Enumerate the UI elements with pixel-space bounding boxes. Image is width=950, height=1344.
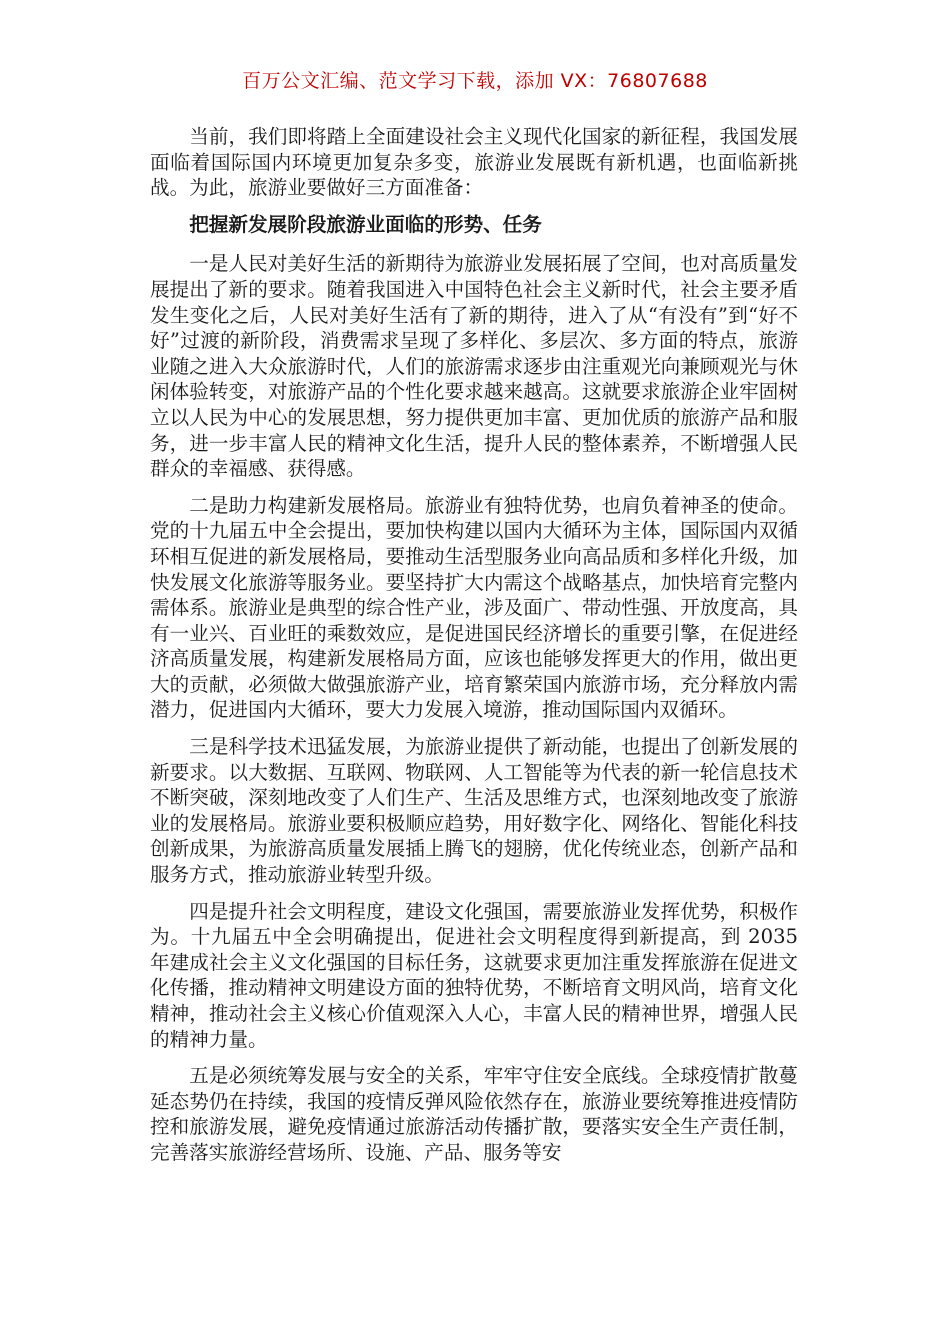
- paragraph-2: 二是助力构建新发展格局。旅游业有独特优势，也肩负着神圣的使命。党的十九届五中全会提出，要加快构建以国内大循环为主体，国际国内双循环相互促进的新发展格局，要推动生活型服务业向高品质和多样化升级，加快发展文化旅游等服务业。要坚持扩大内需这个战略基点，加快培育完整内需体系。旅游业是典型的综合性产业，涉及面广、带动性强、开放度高，具有一业兴、百业旺的乘数效应，是促进国民经济增长的重要引擎，在促进经济高质量发展，构建新发展格局方面，应该也能够发挥更大的作用，做出更大的贡献，必须做大做强旅游产业，培育繁荣国内旅游市场，充分释放内需潜力，促进国内大循环，要大力发展入境游，推动国际国内双循环。: [150, 493, 798, 722]
- paragraph-1: 一是人民对美好生活的新期待为旅游业发展拓展了空间，也对高质量发展提出了新的要求。随着我国进入中国特色社会主义新时代，社会主要矛盾发生变化之后，人民对美好生活有了新的期待，进入了从“有没有”到“好不好”过渡的新阶段，消费需求呈现了多样化、多层次、多方面的特点，旅游业随之进入大众旅游时代，人们的旅游需求逐步由注重观光向兼顾观光与休闲体验转变，对旅游产品的个性化要求越来越高。这就要求旅游企业牢固树立以人民为中心的发展思想，努力提供更加丰富、更加优质的旅游产品和服务，进一步丰富人民的精神文化生活，提升人民的整体素养，不断增强人民群众的幸福感、获得感。: [150, 252, 798, 481]
- section-heading: 把握新发展阶段旅游业面临的形势、任务: [189, 212, 542, 236]
- paragraph-3: 三是科学技术迅猛发展，为旅游业提供了新动能，也提出了创新发展的新要求。以大数据、互联网、物联网、人工智能等为代表的新一轮信息技术不断突破，深刻地改变了人们生产、生活及思维方式，也深刻地改变了旅游业的发展格局。旅游业要积极顺应趋势，用好数字化、网络化、智能化科技创新成果，为旅游高质量发展插上腾飞的翅膀，优化传统业态，创新产品和服务方式，推动旅游业转型升级。: [150, 735, 798, 887]
- paragraph-5: 五是必须统筹发展与安全的关系，牢牢守住安全底线。全球疫情扩散蔓延态势仍在持续，我国的疫情反弹风险依然存在，旅游业要统筹推进疫情防控和旅游发展，避免疫情通过旅游活动传播扩散，要落实安全生产责任制，完善落实旅游经营场所、设施、产品、服务等安: [150, 1064, 798, 1164]
- intro-paragraph: 当前，我们即将踏上全面建设社会主义现代化国家的新征程，我国发展面临着国际国内环境更加复杂多变，旅游业发展既有新机遇，也面临新挑战。为此，旅游业要做好三方面准备：: [150, 125, 798, 200]
- page-header-watermark: 百万公文汇编、范文学习下载，添加 VX：76807688: [242, 70, 708, 92]
- paragraph-4: 四是提升社会文明程度，建设文化强国，需要旅游业发挥优势，积极作为。十九届五中全会明确提出，促进社会文明程度得到新提高，到 2035 年建成社会主义文化强国的目标任务，这就要求更加注重发挥旅游在促进文化传播，推动精神文明建设方面的独特优势，不断培育文明风尚，培育文化精神，推动社会主义核心价值观深入人心，丰富人民的精神世界，增强人民的精神力量。: [150, 899, 798, 1051]
- document-body: [150, 124, 798, 1177]
